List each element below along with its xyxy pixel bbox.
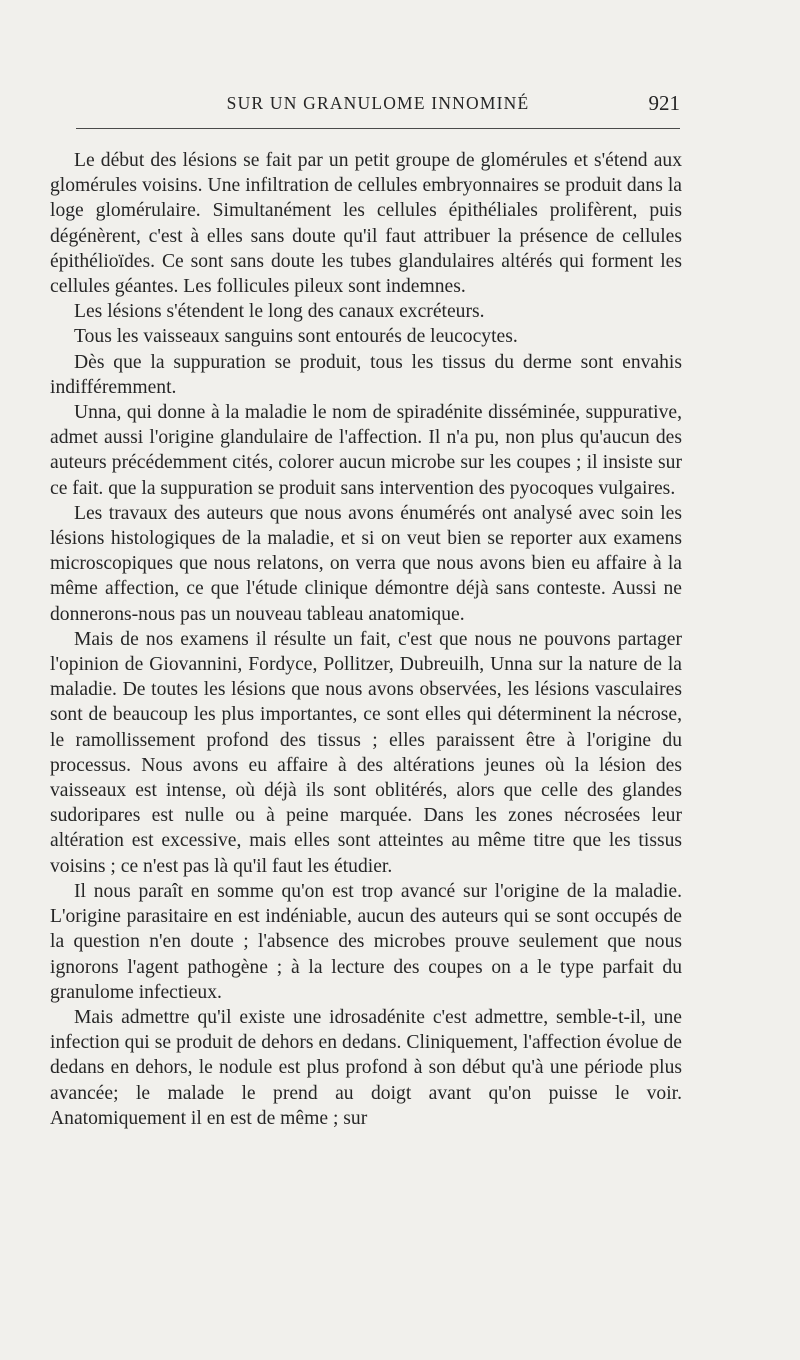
paragraph-5: Unna, qui donne à la maladie le nom de spiradénite disséminée, suppurative, admet aussi l'origine glandulaire de l'affection. Il n'a pu, non plus qu'aucun des auteurs précédemment cités, colorer aucun microbe sur les coupes ; il insiste sur ce fait. que la suppuration se produit sans intervention des pyocoques vulgaires.	[50, 402, 682, 499]
paragraph-3: Tous les vaisseaux sanguins sont entourés de leucocytes.	[74, 326, 518, 348]
paragraph-1: Le début des lésions se fait par un petit groupe de glomérules et s'étend aux glomérules voisins. Une infiltration de cellules embryonnaires se produit dans la loge glomérulaire. Simultanément les cellules épithéliales prolifèrent, puis dégénèrent, c'est à elles sans doute qu'il faut attribuer la présence de cellules épithélioïdes. Ce sont sans doute les tubes glandulaires altérés qui forment les cellules géantes. Les follicules pileux sont indemnes.	[50, 150, 682, 298]
paragraph-8: Il nous paraît en somme qu'on est trop avancé sur l'origine de la maladie. L'origine parasitaire en est indéniable, aucun des auteurs qui se sont occupés de la question n'en doute ; l'absence des microbes prouve seulement que nous ignorons l'agent pathogène ; à la lecture des coupes on a le type parfait du granulome infectieux.	[50, 880, 682, 1003]
header-rule	[76, 128, 680, 129]
running-head	[76, 88, 680, 118]
page-number: 921	[648, 91, 680, 115]
paragraph-6: Les travaux des auteurs que nous avons énumérés ont analysé avec soin les lésions histologiques de la maladie, et si on veut bien se reporter aux examens microscopiques que nous relatons, on verra que nous avons bien eu affaire à la même affection, ce que l'étude clinique démontre déjà sans conteste. Aussi ne donnerons-nous pas un nouveau tableau anatomique.	[50, 502, 682, 625]
body-text	[50, 148, 682, 1131]
paragraph-7: Mais de nos examens il résulte un fait, c'est que nous ne pouvons partager l'opinion de Giovannini, Fordyce, Pollitzer, Dubreuilh, Unna sur la nature de la maladie. De toutes les lésions que nous avons observées, les lésions vasculaires sont de beaucoup les plus importantes, ce sont elles qui déterminent la nécrose, le ramollissement profond des tissus ; elles paraissent être à l'origine du processus. Nous avons eu affaire à des altérations jeunes où la lésion des vaisseaux est intense, où déjà ils sont oblitérés, alors que celle des glandes sudoripares est nulle ou à peine marquée. Dans les zones nécrosées leur altération est excessive, mais elles sont atteintes au même titre que les tissus voisins ; ce n'est pas là qu'il faut les étudier.	[50, 628, 682, 877]
paragraph-4: Dès que la suppuration se produit, tous les tissus du derme sont envahis indifféremment.	[50, 351, 682, 398]
paragraph-9: Mais admettre qu'il existe une idrosadénite c'est admettre, semble-t-il, une infection qui se produit de dehors en dedans. Cliniquement, l'affection évolue de dedans en dehors, le nodule est plus profond à son début qu'à une période plus avancée; le malade le prend au doigt avant qu'on puisse le voir. Anatomiquement il en est de même ; sur	[50, 1006, 682, 1129]
paragraph-2: Les lésions s'étendent le long des canaux excréteurs.	[74, 301, 485, 323]
running-title: SUR UN GRANULOME INNOMINÉ	[226, 93, 530, 113]
